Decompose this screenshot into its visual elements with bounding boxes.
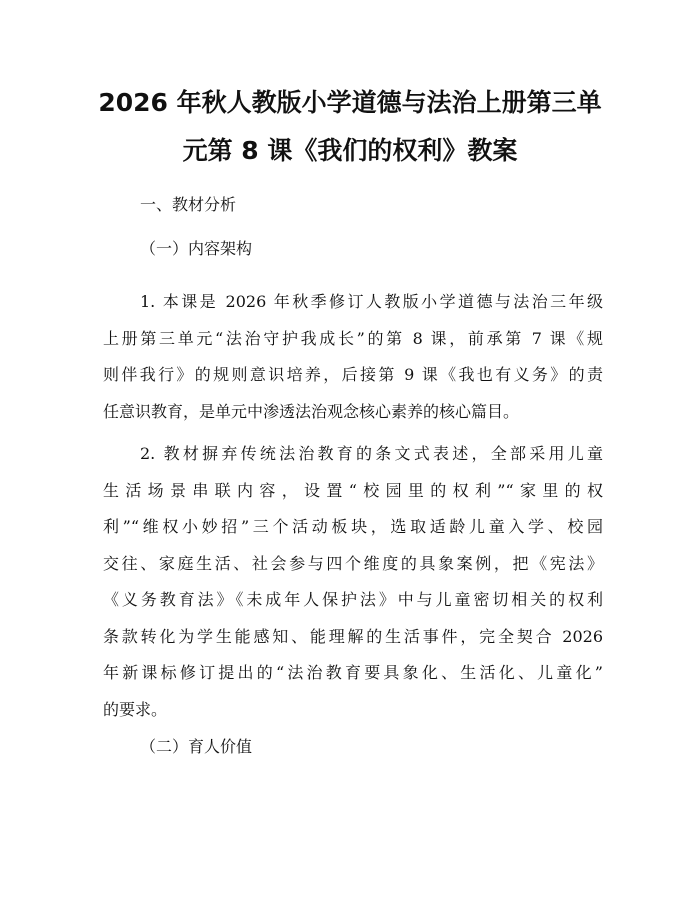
paragraph-2-line: 条款转化为学生能感知、能理解的生活事件，完全契合 2026 xyxy=(103,626,603,646)
paragraph-2-line: 利”“维权小妙招”三个活动板块，选取适龄儿童入学、校园 xyxy=(103,517,603,536)
paragraph-2-line: 的要求。 xyxy=(103,699,168,719)
paragraph-2 xyxy=(103,436,603,728)
paragraph-2-line: 生活场景串联内容，设置“校园里的权利”“家里的权 xyxy=(103,480,603,500)
document-title-line-1: 2026 年秋人教版小学道德与法治上册第三单 xyxy=(98,88,602,117)
paragraph-1 xyxy=(103,284,603,430)
paragraph-1-line: 则伴我行》的规则意识培养，后接第 9 课《我也有义务》的责 xyxy=(103,365,603,384)
document-title-line-2: 元第 8 课《我们的权利》教案 xyxy=(182,136,518,165)
paragraph-2-line: 《义务教育法》《未成年人保护法》中与儿童密切相关的权利 xyxy=(103,590,603,609)
paragraph-1-line: 任意识教育，是单元中渗透法治观念核心素养的核心篇目。 xyxy=(103,401,520,421)
section-heading-textbook-analysis: 一、教材分析 xyxy=(140,195,237,214)
paragraph-1-line: 上册第三单元“法治守护我成长”的第 8 课，前承第 7 课《规 xyxy=(103,328,603,348)
subsection-heading-content-structure: （一）内容架构 xyxy=(140,239,253,258)
paragraph-1-line: 1. 本课是 2026 年秋季修订人教版小学道德与法治三年级 xyxy=(140,292,603,311)
paragraph-2-line: 交往、家庭生活、社会参与四个维度的具象案例，把《宪法》 xyxy=(103,553,603,573)
subsection-heading-educational-value: （二）育人价值 xyxy=(140,737,253,756)
paragraph-2-line: 2. 教材摒弃传统法治教育的条文式表述，全部采用儿童 xyxy=(140,444,603,463)
paragraph-2-line: 年新课标修订提出的“法治教育要具象化、生活化、儿童化” xyxy=(103,663,603,682)
